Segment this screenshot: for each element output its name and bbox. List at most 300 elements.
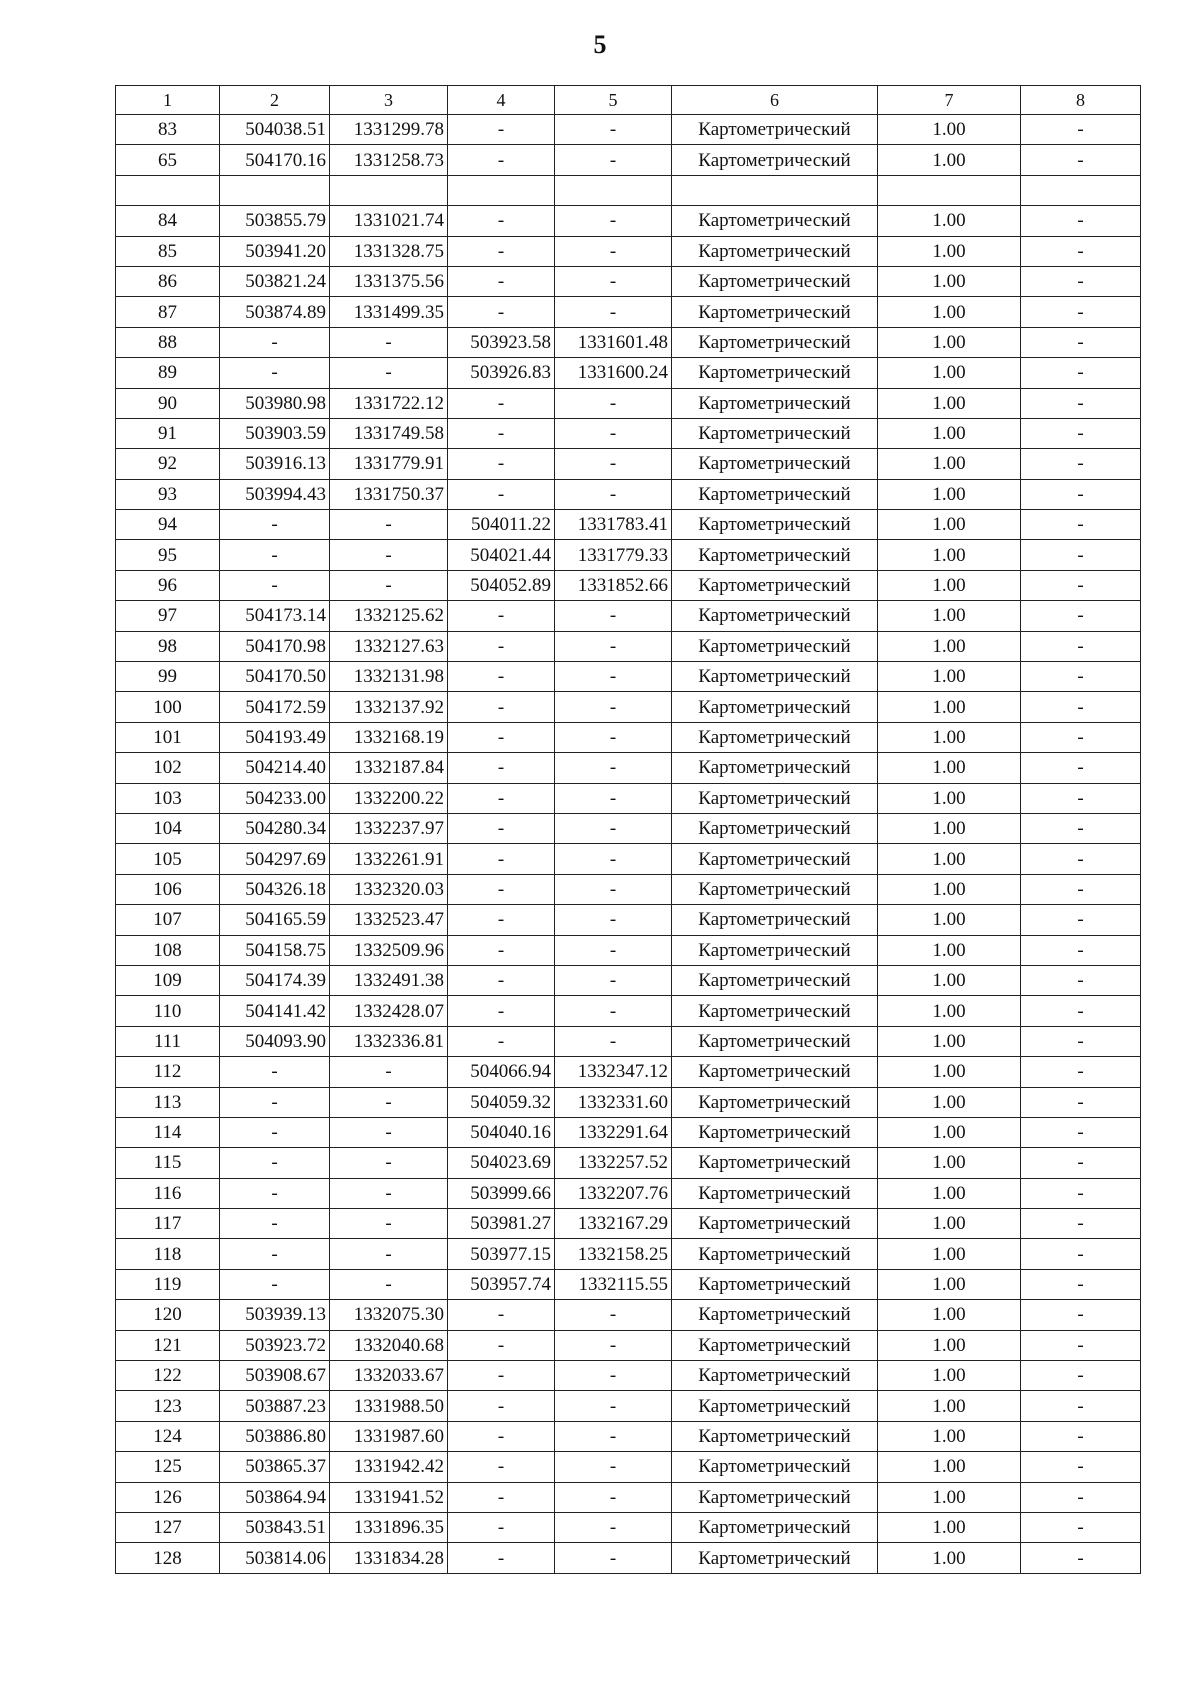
cell-col-x-new bbox=[448, 175, 555, 205]
cell-col-x-existing: 503855.79 bbox=[220, 206, 330, 236]
cell-col-x-existing: 504170.50 bbox=[220, 662, 330, 692]
cell-col-x-existing: 504141.42 bbox=[220, 996, 330, 1026]
cell-col-x-new: - bbox=[448, 1421, 555, 1451]
cell-col-y-new: 1331601.48 bbox=[555, 327, 672, 357]
cell-col-point-number bbox=[116, 175, 220, 205]
table-row bbox=[116, 1300, 1141, 1330]
cell-col-accuracy: 1.00 bbox=[878, 722, 1021, 752]
cell-col-method: Картометрический bbox=[672, 449, 878, 479]
table-row bbox=[116, 388, 1141, 418]
header-col-y-new: 5 bbox=[555, 86, 672, 115]
header-col-description: 8 bbox=[1021, 86, 1141, 115]
table-row bbox=[116, 1421, 1141, 1451]
cell-col-x-new: - bbox=[448, 1512, 555, 1542]
cell-col-x-existing: 504093.90 bbox=[220, 1026, 330, 1056]
cell-col-point-number: 104 bbox=[116, 813, 220, 843]
cell-col-y-existing: - bbox=[330, 1057, 448, 1087]
cell-col-y-existing: 1331987.60 bbox=[330, 1421, 448, 1451]
cell-col-y-new: - bbox=[555, 1512, 672, 1542]
coordinates-table bbox=[115, 85, 1141, 1574]
cell-col-y-existing: 1331749.58 bbox=[330, 418, 448, 448]
table-row bbox=[116, 692, 1141, 722]
cell-col-x-existing: 504326.18 bbox=[220, 874, 330, 904]
cell-col-y-existing: 1332075.30 bbox=[330, 1300, 448, 1330]
cell-col-x-new: 504011.22 bbox=[448, 510, 555, 540]
cell-col-accuracy: 1.00 bbox=[878, 1178, 1021, 1208]
cell-col-point-number: 94 bbox=[116, 510, 220, 540]
table-row bbox=[116, 631, 1141, 661]
cell-col-y-existing: - bbox=[330, 1209, 448, 1239]
cell-col-x-existing: 503886.80 bbox=[220, 1421, 330, 1451]
cell-col-method: Картометрический bbox=[672, 1026, 878, 1056]
header-col-x-existing: 2 bbox=[220, 86, 330, 115]
cell-col-y-new: - bbox=[555, 965, 672, 995]
cell-col-point-number: 100 bbox=[116, 692, 220, 722]
cell-col-description: - bbox=[1021, 1543, 1141, 1573]
cell-col-description: - bbox=[1021, 1178, 1141, 1208]
cell-col-x-existing: - bbox=[220, 570, 330, 600]
table-row bbox=[116, 236, 1141, 266]
cell-col-method: Картометрический bbox=[672, 1087, 878, 1117]
table-row bbox=[116, 813, 1141, 843]
cell-col-x-new: - bbox=[448, 1482, 555, 1512]
cell-col-y-new: 1332257.52 bbox=[555, 1148, 672, 1178]
cell-col-point-number: 107 bbox=[116, 905, 220, 935]
cell-col-point-number: 115 bbox=[116, 1148, 220, 1178]
cell-col-x-new: 503926.83 bbox=[448, 358, 555, 388]
cell-col-accuracy: 1.00 bbox=[878, 692, 1021, 722]
cell-col-method: Картометрический bbox=[672, 570, 878, 600]
cell-col-point-number: 86 bbox=[116, 266, 220, 296]
cell-col-y-existing: - bbox=[330, 570, 448, 600]
cell-col-point-number: 96 bbox=[116, 570, 220, 600]
cell-col-y-new: - bbox=[555, 479, 672, 509]
table-row bbox=[116, 1087, 1141, 1117]
cell-col-accuracy: 1.00 bbox=[878, 540, 1021, 570]
cell-col-method: Картометрический bbox=[672, 1512, 878, 1542]
cell-col-y-new: - bbox=[555, 1026, 672, 1056]
table-row bbox=[116, 935, 1141, 965]
cell-col-accuracy bbox=[878, 175, 1021, 205]
table-row bbox=[116, 1057, 1141, 1087]
cell-col-accuracy: 1.00 bbox=[878, 570, 1021, 600]
cell-col-x-new: - bbox=[448, 935, 555, 965]
cell-col-y-new bbox=[555, 175, 672, 205]
cell-col-description: - bbox=[1021, 1057, 1141, 1087]
cell-col-y-new: - bbox=[555, 297, 672, 327]
cell-col-point-number: 126 bbox=[116, 1482, 220, 1512]
cell-col-method: Картометрический bbox=[672, 1209, 878, 1239]
cell-col-description bbox=[1021, 175, 1141, 205]
cell-col-x-existing: 504170.16 bbox=[220, 145, 330, 175]
cell-col-x-existing: 504233.00 bbox=[220, 783, 330, 813]
cell-col-x-new: - bbox=[448, 905, 555, 935]
cell-col-accuracy: 1.00 bbox=[878, 1543, 1021, 1573]
cell-col-method: Картометрический bbox=[672, 722, 878, 752]
cell-col-method: Картометрический bbox=[672, 935, 878, 965]
cell-col-method: Картометрический bbox=[672, 692, 878, 722]
cell-col-x-new: - bbox=[448, 965, 555, 995]
cell-col-y-new: - bbox=[555, 783, 672, 813]
cell-col-x-existing: - bbox=[220, 1087, 330, 1117]
cell-col-description: - bbox=[1021, 297, 1141, 327]
cell-col-x-existing: - bbox=[220, 1057, 330, 1087]
cell-col-method: Картометрический bbox=[672, 327, 878, 357]
cell-col-point-number: 102 bbox=[116, 753, 220, 783]
cell-col-method: Картометрический bbox=[672, 115, 878, 145]
cell-col-point-number: 111 bbox=[116, 1026, 220, 1056]
cell-col-y-new: 1332291.64 bbox=[555, 1117, 672, 1147]
cell-col-y-existing bbox=[330, 175, 448, 205]
cell-col-x-new: - bbox=[448, 692, 555, 722]
cell-col-description: - bbox=[1021, 510, 1141, 540]
table-header-row bbox=[116, 86, 1141, 115]
header-col-x-new: 4 bbox=[448, 86, 555, 115]
cell-col-y-new: - bbox=[555, 996, 672, 1026]
cell-col-y-new: - bbox=[555, 388, 672, 418]
cell-col-x-new: - bbox=[448, 418, 555, 448]
cell-col-accuracy: 1.00 bbox=[878, 601, 1021, 631]
cell-col-description: - bbox=[1021, 1330, 1141, 1360]
cell-col-x-new: - bbox=[448, 1300, 555, 1330]
cell-col-method: Картометрический bbox=[672, 874, 878, 904]
table-row bbox=[116, 449, 1141, 479]
cell-col-x-new: - bbox=[448, 206, 555, 236]
table-row bbox=[116, 1391, 1141, 1421]
cell-col-y-existing: 1331722.12 bbox=[330, 388, 448, 418]
cell-col-x-new: - bbox=[448, 266, 555, 296]
cell-col-y-existing: 1332125.62 bbox=[330, 601, 448, 631]
cell-col-method: Картометрический bbox=[672, 540, 878, 570]
cell-col-method bbox=[672, 175, 878, 205]
header-col-y-existing: 3 bbox=[330, 86, 448, 115]
cell-col-x-existing: 504280.34 bbox=[220, 813, 330, 843]
table-row bbox=[116, 996, 1141, 1026]
cell-col-y-new: - bbox=[555, 722, 672, 752]
cell-col-point-number: 103 bbox=[116, 783, 220, 813]
cell-col-accuracy: 1.00 bbox=[878, 1239, 1021, 1269]
cell-col-accuracy: 1.00 bbox=[878, 297, 1021, 327]
cell-col-method: Картометрический bbox=[672, 844, 878, 874]
cell-col-x-new: - bbox=[448, 1543, 555, 1573]
cell-col-x-new: - bbox=[448, 145, 555, 175]
cell-col-x-existing: 503939.13 bbox=[220, 1300, 330, 1330]
cell-col-x-new: - bbox=[448, 631, 555, 661]
cell-col-x-new: - bbox=[448, 874, 555, 904]
table-row bbox=[116, 479, 1141, 509]
table-row bbox=[116, 965, 1141, 995]
cell-col-description: - bbox=[1021, 236, 1141, 266]
cell-col-accuracy: 1.00 bbox=[878, 844, 1021, 874]
cell-col-method: Картометрический bbox=[672, 206, 878, 236]
cell-col-x-existing: 503865.37 bbox=[220, 1452, 330, 1482]
cell-col-y-new: - bbox=[555, 1482, 672, 1512]
cell-col-description: - bbox=[1021, 327, 1141, 357]
cell-col-method: Картометрический bbox=[672, 753, 878, 783]
cell-col-accuracy: 1.00 bbox=[878, 1330, 1021, 1360]
cell-col-y-new: 1331779.33 bbox=[555, 540, 672, 570]
cell-col-method: Картометрический bbox=[672, 266, 878, 296]
cell-col-x-new: - bbox=[448, 236, 555, 266]
header-col-accuracy: 7 bbox=[878, 86, 1021, 115]
table-row bbox=[116, 145, 1141, 175]
cell-col-y-existing: 1332187.84 bbox=[330, 753, 448, 783]
cell-col-x-existing: 504038.51 bbox=[220, 115, 330, 145]
cell-col-x-new: - bbox=[448, 844, 555, 874]
cell-col-x-existing: - bbox=[220, 1148, 330, 1178]
cell-col-accuracy: 1.00 bbox=[878, 1117, 1021, 1147]
table-row bbox=[116, 1361, 1141, 1391]
cell-col-y-new: 1331600.24 bbox=[555, 358, 672, 388]
cell-col-y-existing: 1332168.19 bbox=[330, 722, 448, 752]
cell-col-y-existing: 1331258.73 bbox=[330, 145, 448, 175]
cell-col-point-number: 95 bbox=[116, 540, 220, 570]
cell-col-method: Картометрический bbox=[672, 297, 878, 327]
cell-col-x-new: - bbox=[448, 996, 555, 1026]
cell-col-y-existing: 1331499.35 bbox=[330, 297, 448, 327]
cell-col-description: - bbox=[1021, 418, 1141, 448]
cell-col-description: - bbox=[1021, 753, 1141, 783]
cell-col-y-new: - bbox=[555, 418, 672, 448]
cell-col-x-new: - bbox=[448, 1330, 555, 1360]
table-row bbox=[116, 358, 1141, 388]
cell-col-accuracy: 1.00 bbox=[878, 996, 1021, 1026]
cell-col-y-new: - bbox=[555, 874, 672, 904]
cell-col-x-new: - bbox=[448, 662, 555, 692]
cell-col-method: Картометрический bbox=[672, 1269, 878, 1299]
cell-col-y-existing: 1331941.52 bbox=[330, 1482, 448, 1512]
cell-col-x-new: - bbox=[448, 722, 555, 752]
cell-col-point-number: 65 bbox=[116, 145, 220, 175]
cell-col-accuracy: 1.00 bbox=[878, 1421, 1021, 1451]
cell-col-accuracy: 1.00 bbox=[878, 783, 1021, 813]
cell-col-x-existing: 503980.98 bbox=[220, 388, 330, 418]
cell-col-point-number: 123 bbox=[116, 1391, 220, 1421]
cell-col-x-new: 504040.16 bbox=[448, 1117, 555, 1147]
table-row bbox=[116, 115, 1141, 145]
table-row bbox=[116, 570, 1141, 600]
cell-col-point-number: 125 bbox=[116, 1452, 220, 1482]
cell-col-y-existing: 1331834.28 bbox=[330, 1543, 448, 1573]
cell-col-accuracy: 1.00 bbox=[878, 1300, 1021, 1330]
cell-col-point-number: 114 bbox=[116, 1117, 220, 1147]
cell-col-method: Картометрический bbox=[672, 145, 878, 175]
cell-col-x-existing: - bbox=[220, 510, 330, 540]
cell-col-description: - bbox=[1021, 965, 1141, 995]
cell-col-y-existing: 1332200.22 bbox=[330, 783, 448, 813]
cell-col-method: Картометрический bbox=[672, 965, 878, 995]
cell-col-point-number: 122 bbox=[116, 1361, 220, 1391]
cell-col-point-number: 97 bbox=[116, 601, 220, 631]
cell-col-y-new: - bbox=[555, 601, 672, 631]
cell-col-method: Картометрический bbox=[672, 358, 878, 388]
cell-col-x-existing: 503843.51 bbox=[220, 1512, 330, 1542]
cell-col-method: Картометрический bbox=[672, 388, 878, 418]
table-row bbox=[116, 1148, 1141, 1178]
cell-col-description: - bbox=[1021, 1452, 1141, 1482]
cell-col-y-new: - bbox=[555, 1330, 672, 1360]
table-row bbox=[116, 905, 1141, 935]
cell-col-accuracy: 1.00 bbox=[878, 388, 1021, 418]
cell-col-accuracy: 1.00 bbox=[878, 1209, 1021, 1239]
cell-col-x-existing: 504174.39 bbox=[220, 965, 330, 995]
cell-col-method: Картометрический bbox=[672, 662, 878, 692]
cell-col-y-new: - bbox=[555, 236, 672, 266]
cell-col-accuracy: 1.00 bbox=[878, 631, 1021, 661]
cell-col-y-new: 1332158.25 bbox=[555, 1239, 672, 1269]
cell-col-y-new: - bbox=[555, 905, 672, 935]
cell-col-point-number: 113 bbox=[116, 1087, 220, 1117]
cell-col-x-new: 504066.94 bbox=[448, 1057, 555, 1087]
cell-col-accuracy: 1.00 bbox=[878, 1026, 1021, 1056]
cell-col-accuracy: 1.00 bbox=[878, 206, 1021, 236]
cell-col-y-new: 1332347.12 bbox=[555, 1057, 672, 1087]
cell-col-accuracy: 1.00 bbox=[878, 662, 1021, 692]
cell-col-method: Картометрический bbox=[672, 1543, 878, 1573]
cell-col-method: Картометрический bbox=[672, 1148, 878, 1178]
cell-col-description: - bbox=[1021, 1421, 1141, 1451]
cell-col-x-new: 503999.66 bbox=[448, 1178, 555, 1208]
cell-col-x-new: 504059.32 bbox=[448, 1087, 555, 1117]
cell-col-accuracy: 1.00 bbox=[878, 905, 1021, 935]
table-row bbox=[116, 753, 1141, 783]
cell-col-description: - bbox=[1021, 1087, 1141, 1117]
cell-col-description: - bbox=[1021, 813, 1141, 843]
cell-col-method: Картометрический bbox=[672, 1300, 878, 1330]
cell-col-x-existing: - bbox=[220, 1117, 330, 1147]
cell-col-accuracy: 1.00 bbox=[878, 1512, 1021, 1542]
cell-col-x-existing: - bbox=[220, 1269, 330, 1299]
cell-col-description: - bbox=[1021, 874, 1141, 904]
table-row bbox=[116, 266, 1141, 296]
cell-col-x-new: - bbox=[448, 1452, 555, 1482]
cell-col-x-existing: 504165.59 bbox=[220, 905, 330, 935]
cell-col-description: - bbox=[1021, 783, 1141, 813]
cell-col-x-new: - bbox=[448, 601, 555, 631]
cell-col-point-number: 121 bbox=[116, 1330, 220, 1360]
page-number: 5 bbox=[593, 30, 607, 59]
cell-col-description: - bbox=[1021, 1148, 1141, 1178]
cell-col-description: - bbox=[1021, 1512, 1141, 1542]
table-row bbox=[116, 1452, 1141, 1482]
table-row bbox=[116, 540, 1141, 570]
cell-col-description: - bbox=[1021, 266, 1141, 296]
cell-col-description: - bbox=[1021, 570, 1141, 600]
cell-col-accuracy: 1.00 bbox=[878, 753, 1021, 783]
cell-col-x-new: 503981.27 bbox=[448, 1209, 555, 1239]
cell-col-accuracy: 1.00 bbox=[878, 1148, 1021, 1178]
cell-col-description: - bbox=[1021, 1209, 1141, 1239]
cell-col-x-existing: 504172.59 bbox=[220, 692, 330, 722]
cell-col-y-new: - bbox=[555, 844, 672, 874]
cell-col-point-number: 106 bbox=[116, 874, 220, 904]
cell-col-x-existing: - bbox=[220, 358, 330, 388]
cell-col-x-existing: 504214.40 bbox=[220, 753, 330, 783]
cell-col-point-number: 112 bbox=[116, 1057, 220, 1087]
cell-col-y-existing: - bbox=[330, 1239, 448, 1269]
cell-col-y-existing: 1331779.91 bbox=[330, 449, 448, 479]
table-row bbox=[116, 783, 1141, 813]
cell-col-point-number: 93 bbox=[116, 479, 220, 509]
cell-col-point-number: 109 bbox=[116, 965, 220, 995]
cell-col-method: Картометрический bbox=[672, 1482, 878, 1512]
cell-col-description: - bbox=[1021, 996, 1141, 1026]
cell-col-y-existing: 1332336.81 bbox=[330, 1026, 448, 1056]
table-row bbox=[116, 1026, 1141, 1056]
cell-col-y-new: - bbox=[555, 753, 672, 783]
cell-col-point-number: 84 bbox=[116, 206, 220, 236]
cell-col-accuracy: 1.00 bbox=[878, 115, 1021, 145]
cell-col-x-existing bbox=[220, 175, 330, 205]
cell-col-y-new: - bbox=[555, 206, 672, 236]
cell-col-accuracy: 1.00 bbox=[878, 418, 1021, 448]
cell-col-y-existing: - bbox=[330, 358, 448, 388]
cell-col-x-new: 504052.89 bbox=[448, 570, 555, 600]
table-row bbox=[116, 175, 1141, 205]
cell-col-y-new: - bbox=[555, 1391, 672, 1421]
cell-col-accuracy: 1.00 bbox=[878, 1057, 1021, 1087]
cell-col-description: - bbox=[1021, 662, 1141, 692]
header-col-point-number: 1 bbox=[116, 86, 220, 115]
cell-col-method: Картометрический bbox=[672, 1239, 878, 1269]
cell-col-method: Картометрический bbox=[672, 1330, 878, 1360]
cell-col-x-existing: 503864.94 bbox=[220, 1482, 330, 1512]
cell-col-method: Картометрический bbox=[672, 783, 878, 813]
cell-col-x-new: - bbox=[448, 1391, 555, 1421]
cell-col-method: Картометрический bbox=[672, 1391, 878, 1421]
cell-col-y-existing: 1332509.96 bbox=[330, 935, 448, 965]
cell-col-accuracy: 1.00 bbox=[878, 1361, 1021, 1391]
cell-col-accuracy: 1.00 bbox=[878, 1087, 1021, 1117]
cell-col-point-number: 108 bbox=[116, 935, 220, 965]
cell-col-point-number: 99 bbox=[116, 662, 220, 692]
cell-col-x-new: - bbox=[448, 1026, 555, 1056]
cell-col-point-number: 91 bbox=[116, 418, 220, 448]
cell-col-y-existing: 1331375.56 bbox=[330, 266, 448, 296]
cell-col-y-existing: 1332261.91 bbox=[330, 844, 448, 874]
cell-col-description: - bbox=[1021, 1026, 1141, 1056]
cell-col-y-existing: 1332040.68 bbox=[330, 1330, 448, 1360]
cell-col-y-existing: - bbox=[330, 1148, 448, 1178]
cell-col-method: Картометрический bbox=[672, 601, 878, 631]
cell-col-point-number: 128 bbox=[116, 1543, 220, 1573]
cell-col-x-existing: 503814.06 bbox=[220, 1543, 330, 1573]
cell-col-accuracy: 1.00 bbox=[878, 479, 1021, 509]
cell-col-description: - bbox=[1021, 1239, 1141, 1269]
cell-col-y-new: - bbox=[555, 935, 672, 965]
cell-col-method: Картометрический bbox=[672, 631, 878, 661]
cell-col-accuracy: 1.00 bbox=[878, 236, 1021, 266]
cell-col-accuracy: 1.00 bbox=[878, 1482, 1021, 1512]
cell-col-y-existing: 1332237.97 bbox=[330, 813, 448, 843]
cell-col-description: - bbox=[1021, 935, 1141, 965]
table-row bbox=[116, 662, 1141, 692]
cell-col-method: Картометрический bbox=[672, 418, 878, 448]
cell-col-y-new: 1332115.55 bbox=[555, 1269, 672, 1299]
cell-col-accuracy: 1.00 bbox=[878, 1391, 1021, 1421]
table-row bbox=[116, 1269, 1141, 1299]
cell-col-x-new: 504021.44 bbox=[448, 540, 555, 570]
cell-col-x-new: - bbox=[448, 813, 555, 843]
cell-col-y-new: - bbox=[555, 813, 672, 843]
cell-col-y-new: - bbox=[555, 1300, 672, 1330]
cell-col-description: - bbox=[1021, 1482, 1141, 1512]
header-col-method: 6 bbox=[672, 86, 878, 115]
cell-col-x-existing: 503908.67 bbox=[220, 1361, 330, 1391]
cell-col-y-existing: 1331328.75 bbox=[330, 236, 448, 266]
cell-col-description: - bbox=[1021, 145, 1141, 175]
cell-col-y-new: - bbox=[555, 449, 672, 479]
